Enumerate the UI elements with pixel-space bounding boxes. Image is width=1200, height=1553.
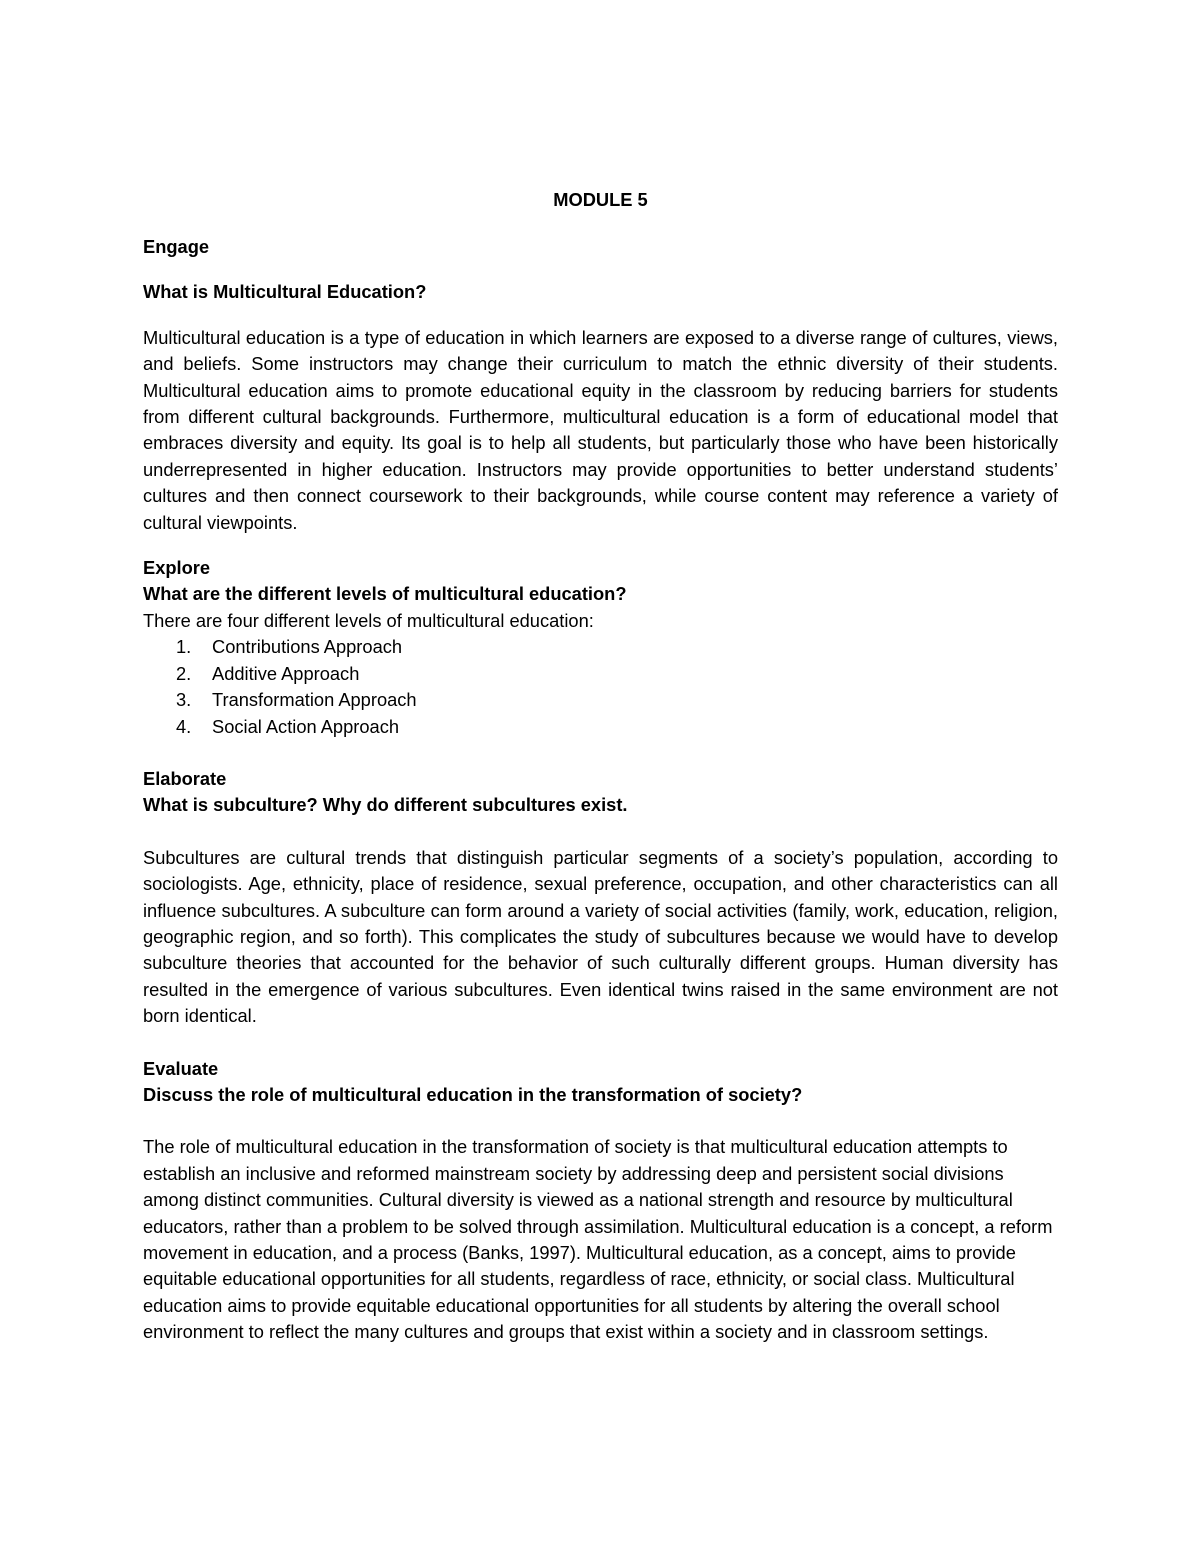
list-item-number: 3. — [176, 689, 192, 711]
spacer — [143, 740, 1058, 766]
spacer — [143, 260, 1058, 279]
list-item-text: Additive Approach — [212, 662, 360, 684]
explore-intro: There are four different levels of multicultural education: — [143, 609, 594, 631]
document-page — [143, 185, 1058, 1346]
elaborate-paragraph: Subcultures are cultural trends that distinguish particular segments of a society’s population, according to sociologists. Age, ethnicity, place of residence, sexual preference, occupation, and other characteristics can all influence subcultures. A subculture can form around a variety of social activities (family, work, education, religion, geographic region, and so forth). This complicates the study of subcultures because we would have to develop subculture theories that accounted for the behavior of such culturally different groups. Human diversity has resulted in the emergence of various subcultures. Even identical twins raised in the same environment are not born identical. — [143, 846, 1058, 1027]
section-label-evaluate: Evaluate — [143, 1057, 219, 1079]
list-item-text: Social Action Approach — [212, 715, 399, 737]
list-item — [143, 661, 1058, 687]
engage-paragraph: Multicultural education is a type of education in which learners are exposed to a diverse range of cultures, views, and beliefs. Some instructors may change their curriculum to match the ethnic diversity of their students. Multicultural education aims to promote educational equity in the classroom by reducing barriers for students from different cultural backgrounds. Furthermore, multicultural education is a form of educational model that embraces diversity and equity. Its goal is to help all students, but particularly those who have been historically underrepresented in higher education. Instructors may provide opportunities to better understand students’ cultures and then connect coursework to their backgrounds, while course content may reference a variety of cultural viewpoints. — [143, 326, 1058, 533]
list-item-number: 2. — [176, 662, 192, 684]
list-item-text: Contributions Approach — [212, 636, 403, 658]
spacer — [143, 1108, 1058, 1134]
spacer — [143, 1030, 1058, 1056]
section-label-explore: Explore — [143, 557, 211, 579]
list-item — [143, 634, 1058, 660]
list-item — [143, 687, 1058, 713]
spacer — [143, 306, 1058, 325]
engage-question: What is Multicultural Education? — [143, 281, 427, 303]
explore-question: What are the different levels of multicultural education? — [143, 583, 627, 605]
spacer — [143, 819, 1058, 845]
list-item-number: 1. — [176, 636, 192, 658]
list-item — [143, 714, 1058, 740]
elaborate-question: What is subculture? Why do different subcultures exist. — [143, 794, 628, 816]
list-item-text: Transformation Approach — [212, 689, 417, 711]
levels-list — [143, 634, 1058, 740]
evaluate-question: Discuss the role of multicultural education in the transformation of society? — [143, 1083, 803, 1105]
spacer — [143, 536, 1058, 555]
spacer — [143, 215, 1058, 234]
page-title: MODULE 5 — [553, 189, 648, 210]
list-item-number: 4. — [176, 715, 192, 737]
section-label-elaborate: Elaborate — [143, 767, 227, 789]
evaluate-paragraph: The role of multicultural education in the transformation of society is that multicultural education attempts to establish an inclusive and reformed mainstream society by addressing deep and persistent social divisions among distinct communities. Cultural diversity is viewed as a national strength and resource by multicultural educators, rather than a problem to be solved through assimilation. Multicultural education is a concept, a reform movement in education, and a process (Banks, 1997). Multicultural education, as a concept, aims to provide equitable educational opportunities for all students, regardless of race, ethnicity, or social class. Multicultural education aims to provide equitable educational opportunities for all students by altering the overall school environment to reflect the many cultures and groups that exist within a society and in classroom settings. — [143, 1136, 1053, 1343]
section-label-engage: Engage — [143, 236, 210, 257]
